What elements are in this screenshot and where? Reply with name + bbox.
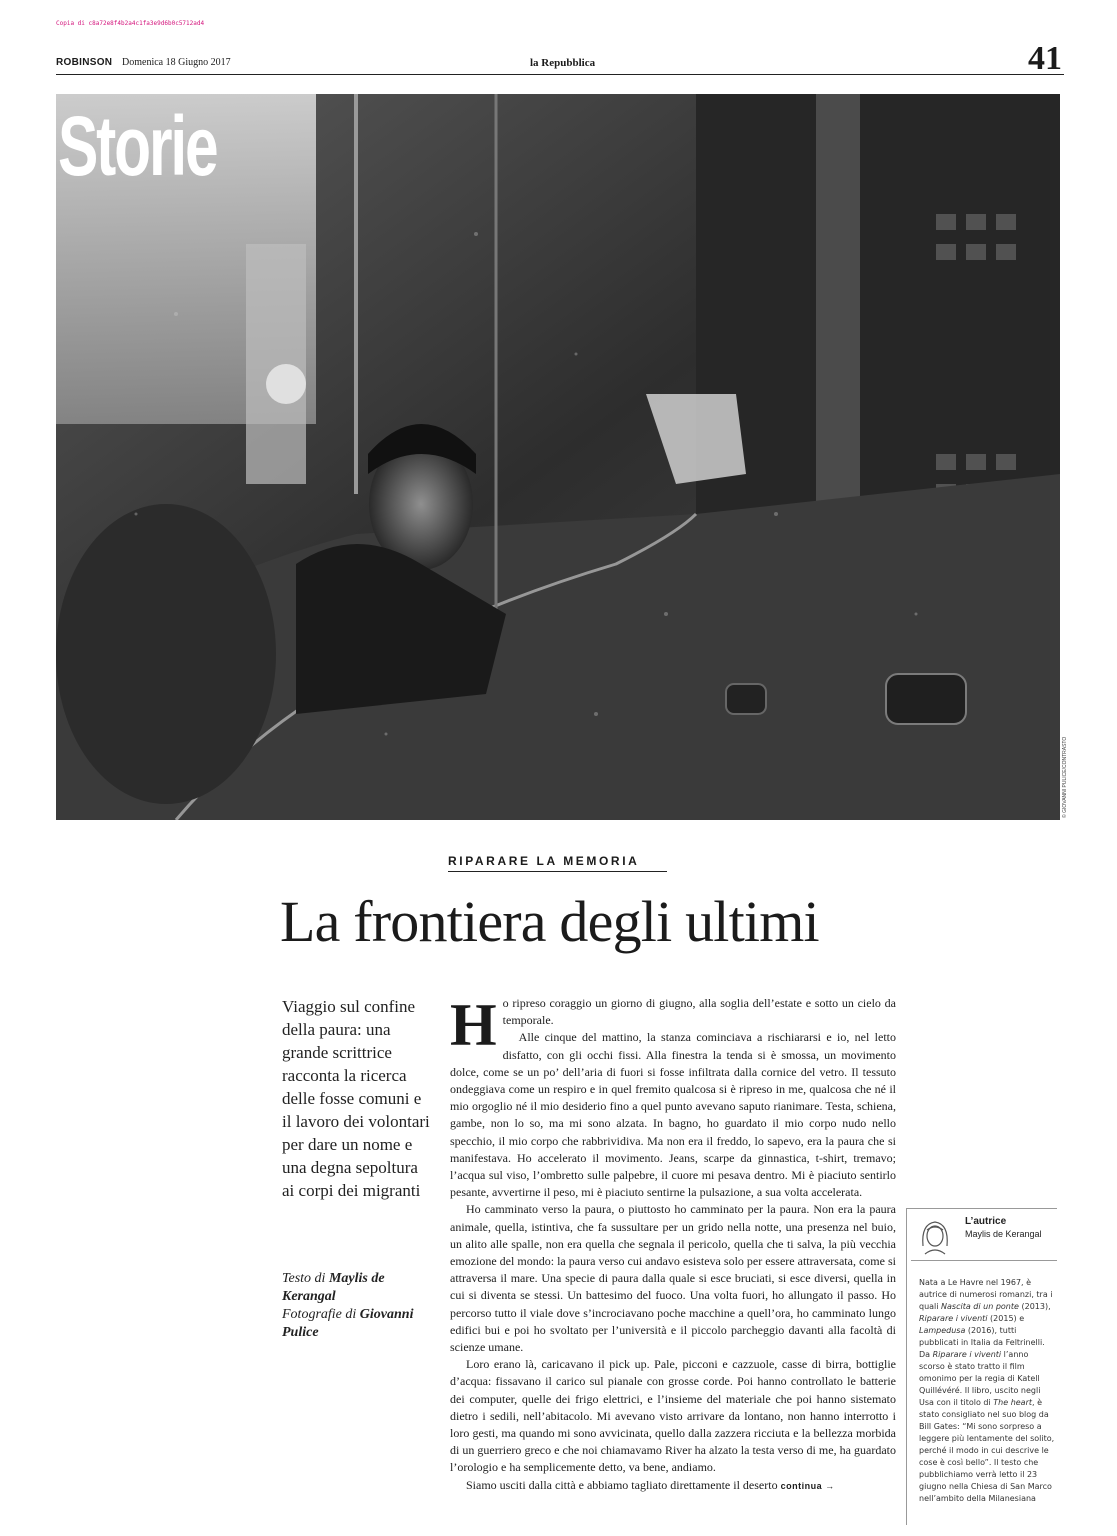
article-summary [282,995,432,1202]
byline-photographer: Giovanni Pulice [282,1307,414,1340]
kicker-underline [448,871,667,872]
article-headline: La frontiera degli ultimi [280,889,819,954]
author-bio [919,1277,1055,1505]
bus-window-photo [56,94,1060,820]
bio-text: l’anno scorso è stato tratto il film omonimo per la regia di Katell Quillévéré. Il libro, uscito negli Usa con il titolo di [919,1350,1041,1407]
page-number: 41 [1028,40,1062,77]
bio-text: (2013), [1018,1302,1051,1311]
body-paragraph [450,992,896,1058]
paragraph-text: Siamo usciti dalla città e abbiamo tagliato direttamente il deserto [466,1477,781,1492]
bio-text: (2015) e [987,1314,1025,1323]
copy-id: Copia di c8a72e8f4b2a4c1fa3e9d6b0c5712ad4 [56,20,205,27]
bio-book-title: The heart [993,1398,1033,1407]
issue-date: Domenica 18 Giugno 2017 [122,57,231,68]
author-box-header [911,1212,1057,1261]
body-paragraph: Alle cinque del mattino, la stanza cominciava a rischiararsi e io, nel letto disfatto, con gli occhi fissi. Alla finestra la tenda si è smossa, un movimento dolce, come se un po’ dell’aria di fuori si fosse infiltrata dalla cornice del vetro. Il tessuto ondeggiava come un respiro e in quel fremito qualcosa si è ripreso in me, qualcosa che né il mio orgoglio né il mio desiderio fino a quel punto avevano saputo rianimare. Testa, schiena, gambe, non lo so, ma mi sono alzata. In bagno, ho guardato il mio corpo nudo nello specchio, il mio corpo che rabbrividiva. Ma non era il freddo, lo sapevo, era la paura che si manifestava. Ho accelerato il movimento. Jeans, scarpe da ginnastica, t-shirt, tremavo; l’acqua sul viso, l’ombretto sulle palpebre, il cuore mi pesava dentro. Mi è piaciuto sentirlo pesante, avvertirne il peso, mi è piaciuto sentirne la pulsazione, a sua volta accelerata. [450,1030,896,1200]
author-portrait-icon [915,1216,955,1256]
body-paragraph [450,1477,896,1494]
paragraph-text: o ripreso coraggio un giorno di giugno, alla soglia dell’estate e sotto un cielo da temporale. [502,996,896,1028]
bio-book-title: Lampedusa [919,1326,966,1335]
bio-book-title: Nascita di un ponte [941,1302,1019,1311]
byline-photo-label: Fotografie di [282,1307,360,1322]
continua-link[interactable]: continua → [780,1480,835,1491]
article-kicker: RIPARARE LA MEMORIA [448,854,640,868]
bio-text: Nata a Le Havre nel 1967, è autrice di numerosi romanzi, tra i quali [919,1278,1053,1311]
byline [282,1270,432,1342]
section-name: ROBINSON [56,57,113,68]
summary-text: Viaggio sul confine della paura: una grande scrittrice racconta la ricerca delle fosse comuni e il lavoro dei volontari per dare un nome e una degna sepoltura ai corpi dei migranti [282,997,430,1200]
drop-cap: H [450,992,497,1058]
bio-text: (2016), tutti pubblicati in Italia da Feltrinelli. Da [919,1326,1045,1359]
author-label: L’autrice [965,1216,1007,1227]
byline-author: Maylis de Kerangal [282,1271,385,1304]
bio-text: , è stato consigliato nel suo blog da Bill Gates: “Mi sono sorpreso a leggere più lentamente del solito, perché il modo in cui descrive le cose è così bello”. Il testo che pubblichiamo verrà letto il 23 giugno nella Chiesa di San Marco nell’ambito della Milanesiana [919,1398,1055,1503]
bio-book-title: Riparare i viventi [932,1350,1002,1359]
hero-photo [56,94,1060,820]
body-paragraph: Loro erano là, caricavano il pick up. Pale, picconi e cazzuole, casse di birra, bottiglie d’acqua: fissavano il carico sul pianale con grosse corde. Poi hanno controllato le batterie dei computer, quelle dei frigo elettrici, e l’insieme del materiale che poi hanno sistemato dietro i sedili, nell’abitacolo. Mi avevano visto arrivare da lontano, non hanno interrotto i loro gesti, ma quando mi sono avvicinata, quello dalla zazzera ricciuta e la bellezza morbida di un guerriero greco e che noi chiamavamo River ha alzato la testa verso di me, ha guardato l’orologio e ha semplicemente detto, va bene, andiamo. [450,1357,896,1475]
newspaper-name: la Repubblica [530,57,596,69]
author-box [906,1208,1057,1525]
section-title: Storie [58,99,217,193]
body-paragraph: Ho camminato verso la paura, o piuttosto ho camminato per la paura. Non era la paura animale, quella, istintiva, che fa sussultare per un grido nella notte, una presenza nel buio, un alito alle spalle, non era quella che segnala il pericolo, quella che ti salva, la più vecchia emozione del mondo: la paura verso cui andavo esisteva solo per essere attraversata, come si attraversa il mare. Una specie di paura dalla quale si esce bruciati, si esce diversi, quella in cui si diventa se stessi. Un battesimo del fuoco. Una volta fuori, ho allungato il passo. Ho percorso tutto il viale dove s’incrociavano poche macchine a quell’ora, ho camminato lungo edifici bui e poi ho svoltato per l’università e il piccolo parcheggio davanti alla facoltà di scienze umane. [450,1202,896,1355]
byline-text-label: Testo di [282,1271,329,1286]
page-header [56,40,1064,77]
photo-credit: © GIOVANNI PULICE/CONTRASTO [1062,736,1068,818]
author-name: Maylis de Kerangal [965,1229,1042,1239]
bio-book-title: Riparare i viventi [919,1314,988,1323]
article-body [450,992,896,1494]
